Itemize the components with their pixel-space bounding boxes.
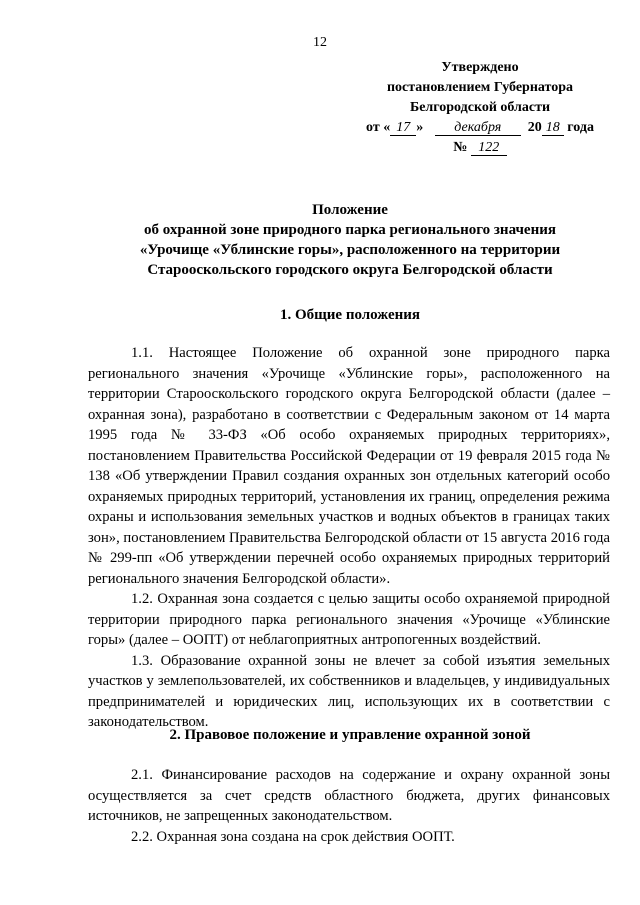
date-prefix: от « bbox=[366, 120, 391, 135]
section-2-body bbox=[88, 765, 610, 847]
approval-number bbox=[330, 138, 630, 158]
paragraph-2-2: 2.2. Охранная зона создана на срок действия ООПТ. bbox=[131, 828, 455, 845]
date-year: 18 bbox=[542, 121, 564, 136]
section-1-heading: 1. Общие положения bbox=[279, 307, 421, 323]
approval-stamp bbox=[330, 58, 630, 158]
year-suffix: года bbox=[567, 120, 594, 135]
title-line-3: «Урочище «Ублинские горы», расположенного на территории bbox=[139, 242, 561, 258]
title-line-4: Старооскольского городского округа Белгородской области bbox=[147, 262, 553, 278]
section-1-body bbox=[88, 343, 610, 733]
date-month: декабря bbox=[435, 121, 521, 136]
approval-line-1: Утверждено bbox=[441, 60, 519, 75]
paragraph-1-2: 1.2. Охранная зона создается с целью защиты особо охраняемой природной территории природного парка регионального значения «Урочище «Ублинские горы» (далее – ООПТ) от неблагоприятных антропогенных воздействий. bbox=[88, 591, 610, 648]
approval-line-3: Белгородской области bbox=[409, 100, 551, 115]
paragraph-1-3: 1.3. Образование охранной зоны не влечет за собой изъятия земельных участков у землепользователей, их собственников и владельцев, у индивидуальных предпринимателей и юридических лиц, использующих их в соответствии с законодательством. bbox=[88, 652, 610, 730]
year-prefix: 20 bbox=[527, 120, 542, 135]
section-2-heading: 2. Правовое положение и управление охранной зоной bbox=[169, 727, 531, 743]
date-day: 17 bbox=[390, 121, 416, 136]
date-mid: » bbox=[416, 120, 424, 135]
approval-line-2: постановлением Губернатора bbox=[386, 80, 574, 95]
document-title bbox=[60, 200, 640, 280]
number-prefix: № bbox=[453, 140, 468, 155]
page-number: 12 bbox=[313, 35, 327, 50]
paragraph-1-1: 1.1. Настоящее Положение об охранной зоне природного парка регионального значения «Урочище «Ублинские горы», расположенного на территории Старооскольского городского округа Белгородской области (далее – охранная зона), разработано в соответствии с Федеральным законом от 14 марта 1995 года № 33-ФЗ «Об особо охраняемых природных территориях», постановлением Правительства Российской Федерации от 19 февраля 2015 года № 138 «Об утверждении Правил создания охранных зон отдельных категорий особо охраняемых природных территорий, установления их границ, определения режима охраны и использования земельных участков и водных объектов в границах таких зон», постановлением Правительства Белгородской области от 15 августа 2016 года № 299-пп «Об утверждении перечней особо охраняемых природных территорий регионального значения Белгородской области». bbox=[88, 345, 610, 587]
approval-date bbox=[330, 118, 630, 138]
document-number: 122 bbox=[471, 141, 507, 156]
title-line-2: об охранной зоне природного парка регионального значения bbox=[144, 222, 556, 238]
paragraph-2-1: 2.1. Финансирование расходов на содержание и охрану охранной зоны осуществляется за счет средств областного бюджета, других финансовых источников, не запрещенных законодательством. bbox=[88, 767, 610, 824]
title-line-1: Положение bbox=[312, 202, 388, 218]
